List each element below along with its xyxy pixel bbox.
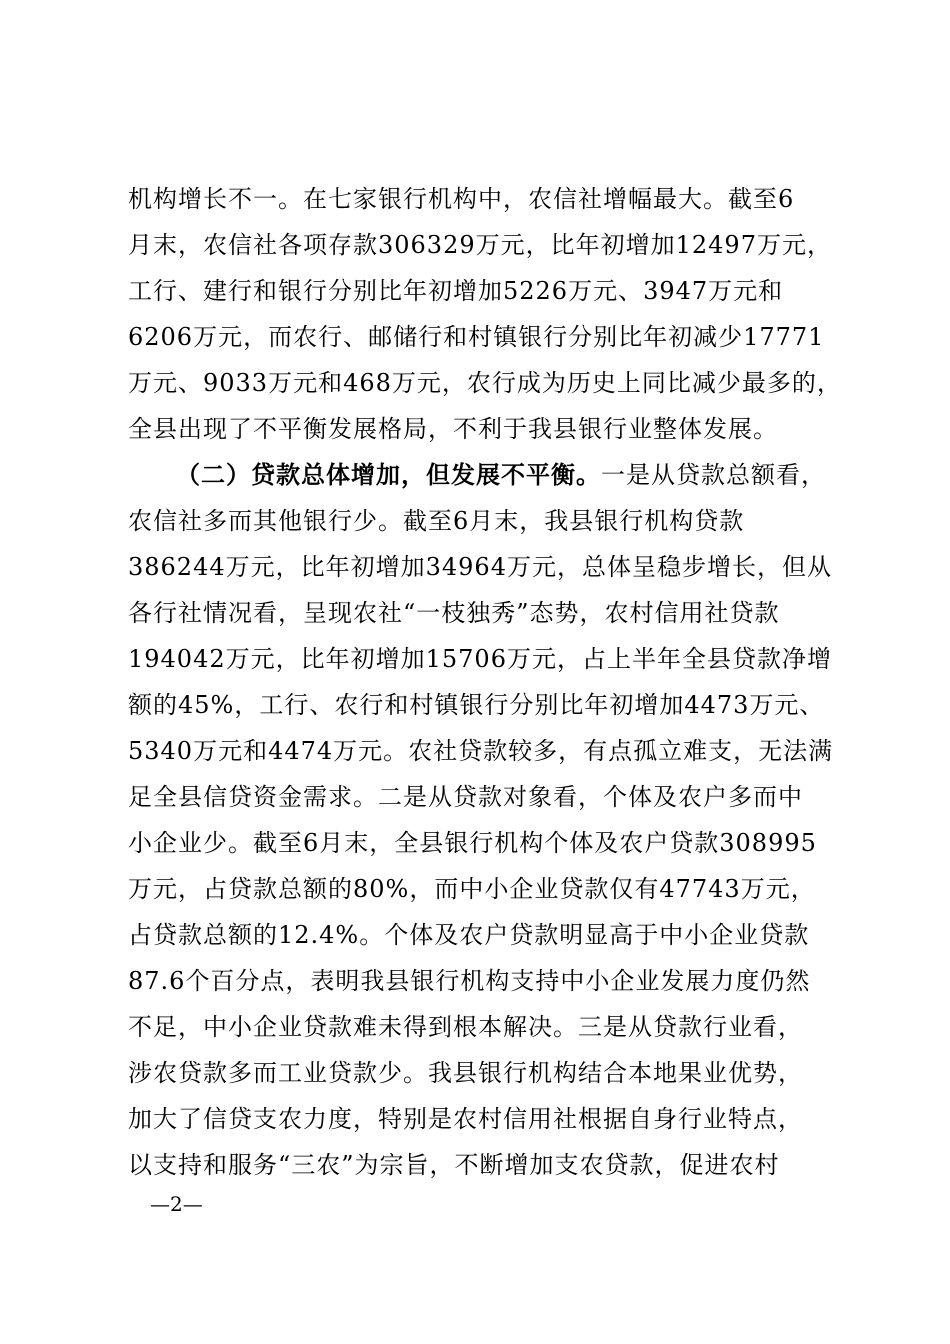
body-text-line: 386244万元，比年初增加34964万元，总体呈稳步增长，但从 [128, 553, 832, 581]
body-text-line: 加大了信贷支农力度，特别是农村信用社根据自身行业特点， [128, 1105, 803, 1133]
section-heading-line [176, 458, 826, 492]
body-text-line: 农信社多而其他银行少。截至6月末，我县银行机构贷款 [128, 507, 745, 535]
body-text-line: 不足，中小企业贷款难未得到根本解决。三是从贷款行业看， [128, 1013, 803, 1041]
body-text-line: 万元，占贷款总额的80%，而中小企业贷款仅有47743万元， [128, 875, 816, 903]
body-text-fragment: 一是从贷款总额看， [601, 461, 826, 489]
body-text-line: 小企业少。截至6月末，全县银行机构个体及农户贷款308995 [128, 829, 817, 857]
body-text-line: 额的45%，工行、农行和村镇银行分别比年初增加4473万元、 [128, 691, 825, 719]
body-text-line: 5340万元和4474万元。农社贷款较多，有点孤立难支，无法满 [128, 737, 834, 765]
body-text-line: 万元、9033万元和468万元，农行成为历史上同比减少最多的， [128, 369, 842, 397]
body-text-line: 涉农贷款多而工业贷款少。我县银行机构结合本地果业优势， [128, 1059, 803, 1087]
body-text-line: 以支持和服务“三农”为宗旨，不断增加支农贷款，促进农村 [128, 1151, 780, 1179]
page-number: —2— [150, 1192, 203, 1216]
body-text-line: 机构增长不一。在七家银行机构中，农信社增幅最大。截至6 [128, 185, 795, 213]
body-text-line: 87.6个百分点，表明我县银行机构支持中小企业发展力度仍然 [128, 967, 811, 995]
body-text-line: 各行社情况看，呈现农社“一枝独秀”态势，农村信用社贷款 [128, 599, 780, 627]
body-text-line: 6206万元，而农行、邮储行和村镇银行分别比年初减少17771 [128, 323, 825, 351]
body-text-line: 月末，农信社各项存款306329万元，比年初增加12497万元， [128, 231, 832, 259]
body-text-line: 194042万元，比年初增加15706万元，占上半年全县贷款净增 [128, 645, 832, 673]
section-heading: （二）贷款总体增加，但发展不平衡。 [176, 460, 601, 489]
body-text-line: 足全县信贷资金需求。二是从贷款对象看，个体及农户多而中 [128, 783, 803, 811]
body-text-line: 全县出现了不平衡发展格局，不利于我县银行业整体发展。 [128, 415, 778, 443]
body-text-line: 占贷款总额的12.4%。个体及农户贷款明显高于中小企业贷款 [128, 921, 810, 949]
body-text-line: 工行、建行和银行分别比年初增加5226万元、3947万元和 [128, 277, 784, 305]
